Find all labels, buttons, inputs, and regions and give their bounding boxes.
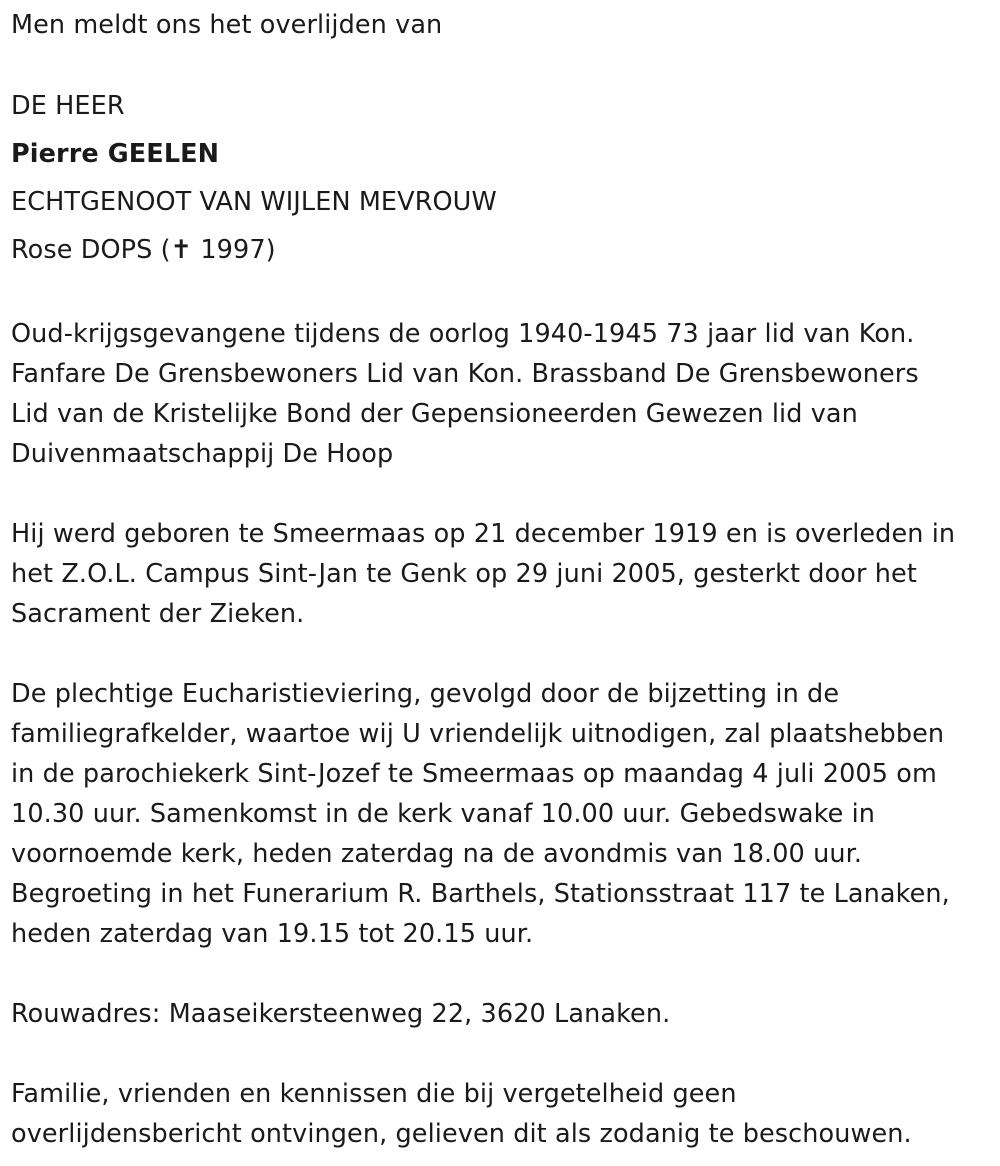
spacer: [11, 474, 991, 514]
spouse-label: ECHTGENOOT VAN WIJLEN MEVROUW: [11, 187, 497, 217]
spacer: [11, 954, 991, 994]
intro-text: Men meldt ons het overlijden van: [11, 10, 443, 40]
paragraph-line: Begroeting in het Funerarium R. Barthels, Stationsstraat 117 te Lanaken,: [11, 879, 950, 909]
honorific: DE HEER: [11, 91, 125, 121]
paragraph-line: in de parochiekerk Sint-Jozef te Smeermaas op maandag 4 juli 2005 om: [11, 759, 937, 789]
spacer: [11, 1034, 991, 1074]
paragraph-line: Oud-krijgsgevangene tijdens de oorlog 1940-1945 73 jaar lid van Kon.: [11, 319, 915, 349]
deceased-name: Pierre GEELEN: [11, 139, 220, 169]
paragraph-line: heden zaterdag van 19.15 tot 20.15 uur.: [11, 919, 534, 949]
spacer: [11, 274, 991, 314]
paragraph-line: familiegrafkelder, waartoe wij U vriendelijk uitnodigen, zal plaatshebben: [11, 719, 945, 749]
paragraph-line: Hij werd geboren te Smeermaas op 21 december 1919 en is overleden in: [11, 519, 956, 549]
closing-paragraph: [11, 1074, 991, 1154]
ceremony-paragraph: [11, 674, 991, 954]
paragraph-line: Fanfare De Grensbewoners Lid van Kon. Brassband De Grensbewoners: [11, 359, 919, 389]
paragraph-line: overlijdensbericht ontvingen, gelieven dit als zodanig te beschouwen.: [11, 1119, 912, 1149]
paragraph-line: 10.30 uur. Samenkomst in de kerk vanaf 10.00 uur. Gebedswake in: [11, 799, 876, 829]
spouse-name: Rose DOPS (✝ 1997): [11, 235, 276, 265]
memberships-paragraph: [11, 314, 991, 474]
paragraph-line: Familie, vrienden en kennissen die bij vergetelheid geen: [11, 1079, 737, 1109]
paragraph-line: voornoemde kerk, heden zaterdag na de avondmis van 18.00 uur.: [11, 839, 863, 869]
birth-death-paragraph: [11, 514, 991, 634]
spacer: [11, 51, 991, 82]
paragraph-line: Lid van de Kristelijke Bond der Gepensioneerden Gewezen lid van: [11, 399, 858, 429]
death-notice: [11, 0, 991, 1154]
paragraph-line: Sacrament der Zieken.: [11, 599, 305, 629]
spacer: [11, 634, 991, 674]
paragraph-line: Duivenmaatschappij De Hoop: [11, 439, 394, 469]
mourning-address: Rouwadres: Maaseikersteenweg 22, 3620 Lanaken.: [11, 999, 671, 1029]
paragraph-line: het Z.O.L. Campus Sint-Jan te Genk op 29 juni 2005, gesterkt door het: [11, 559, 917, 589]
paragraph-line: De plechtige Eucharistieviering, gevolgd door de bijzetting in de: [11, 679, 840, 709]
